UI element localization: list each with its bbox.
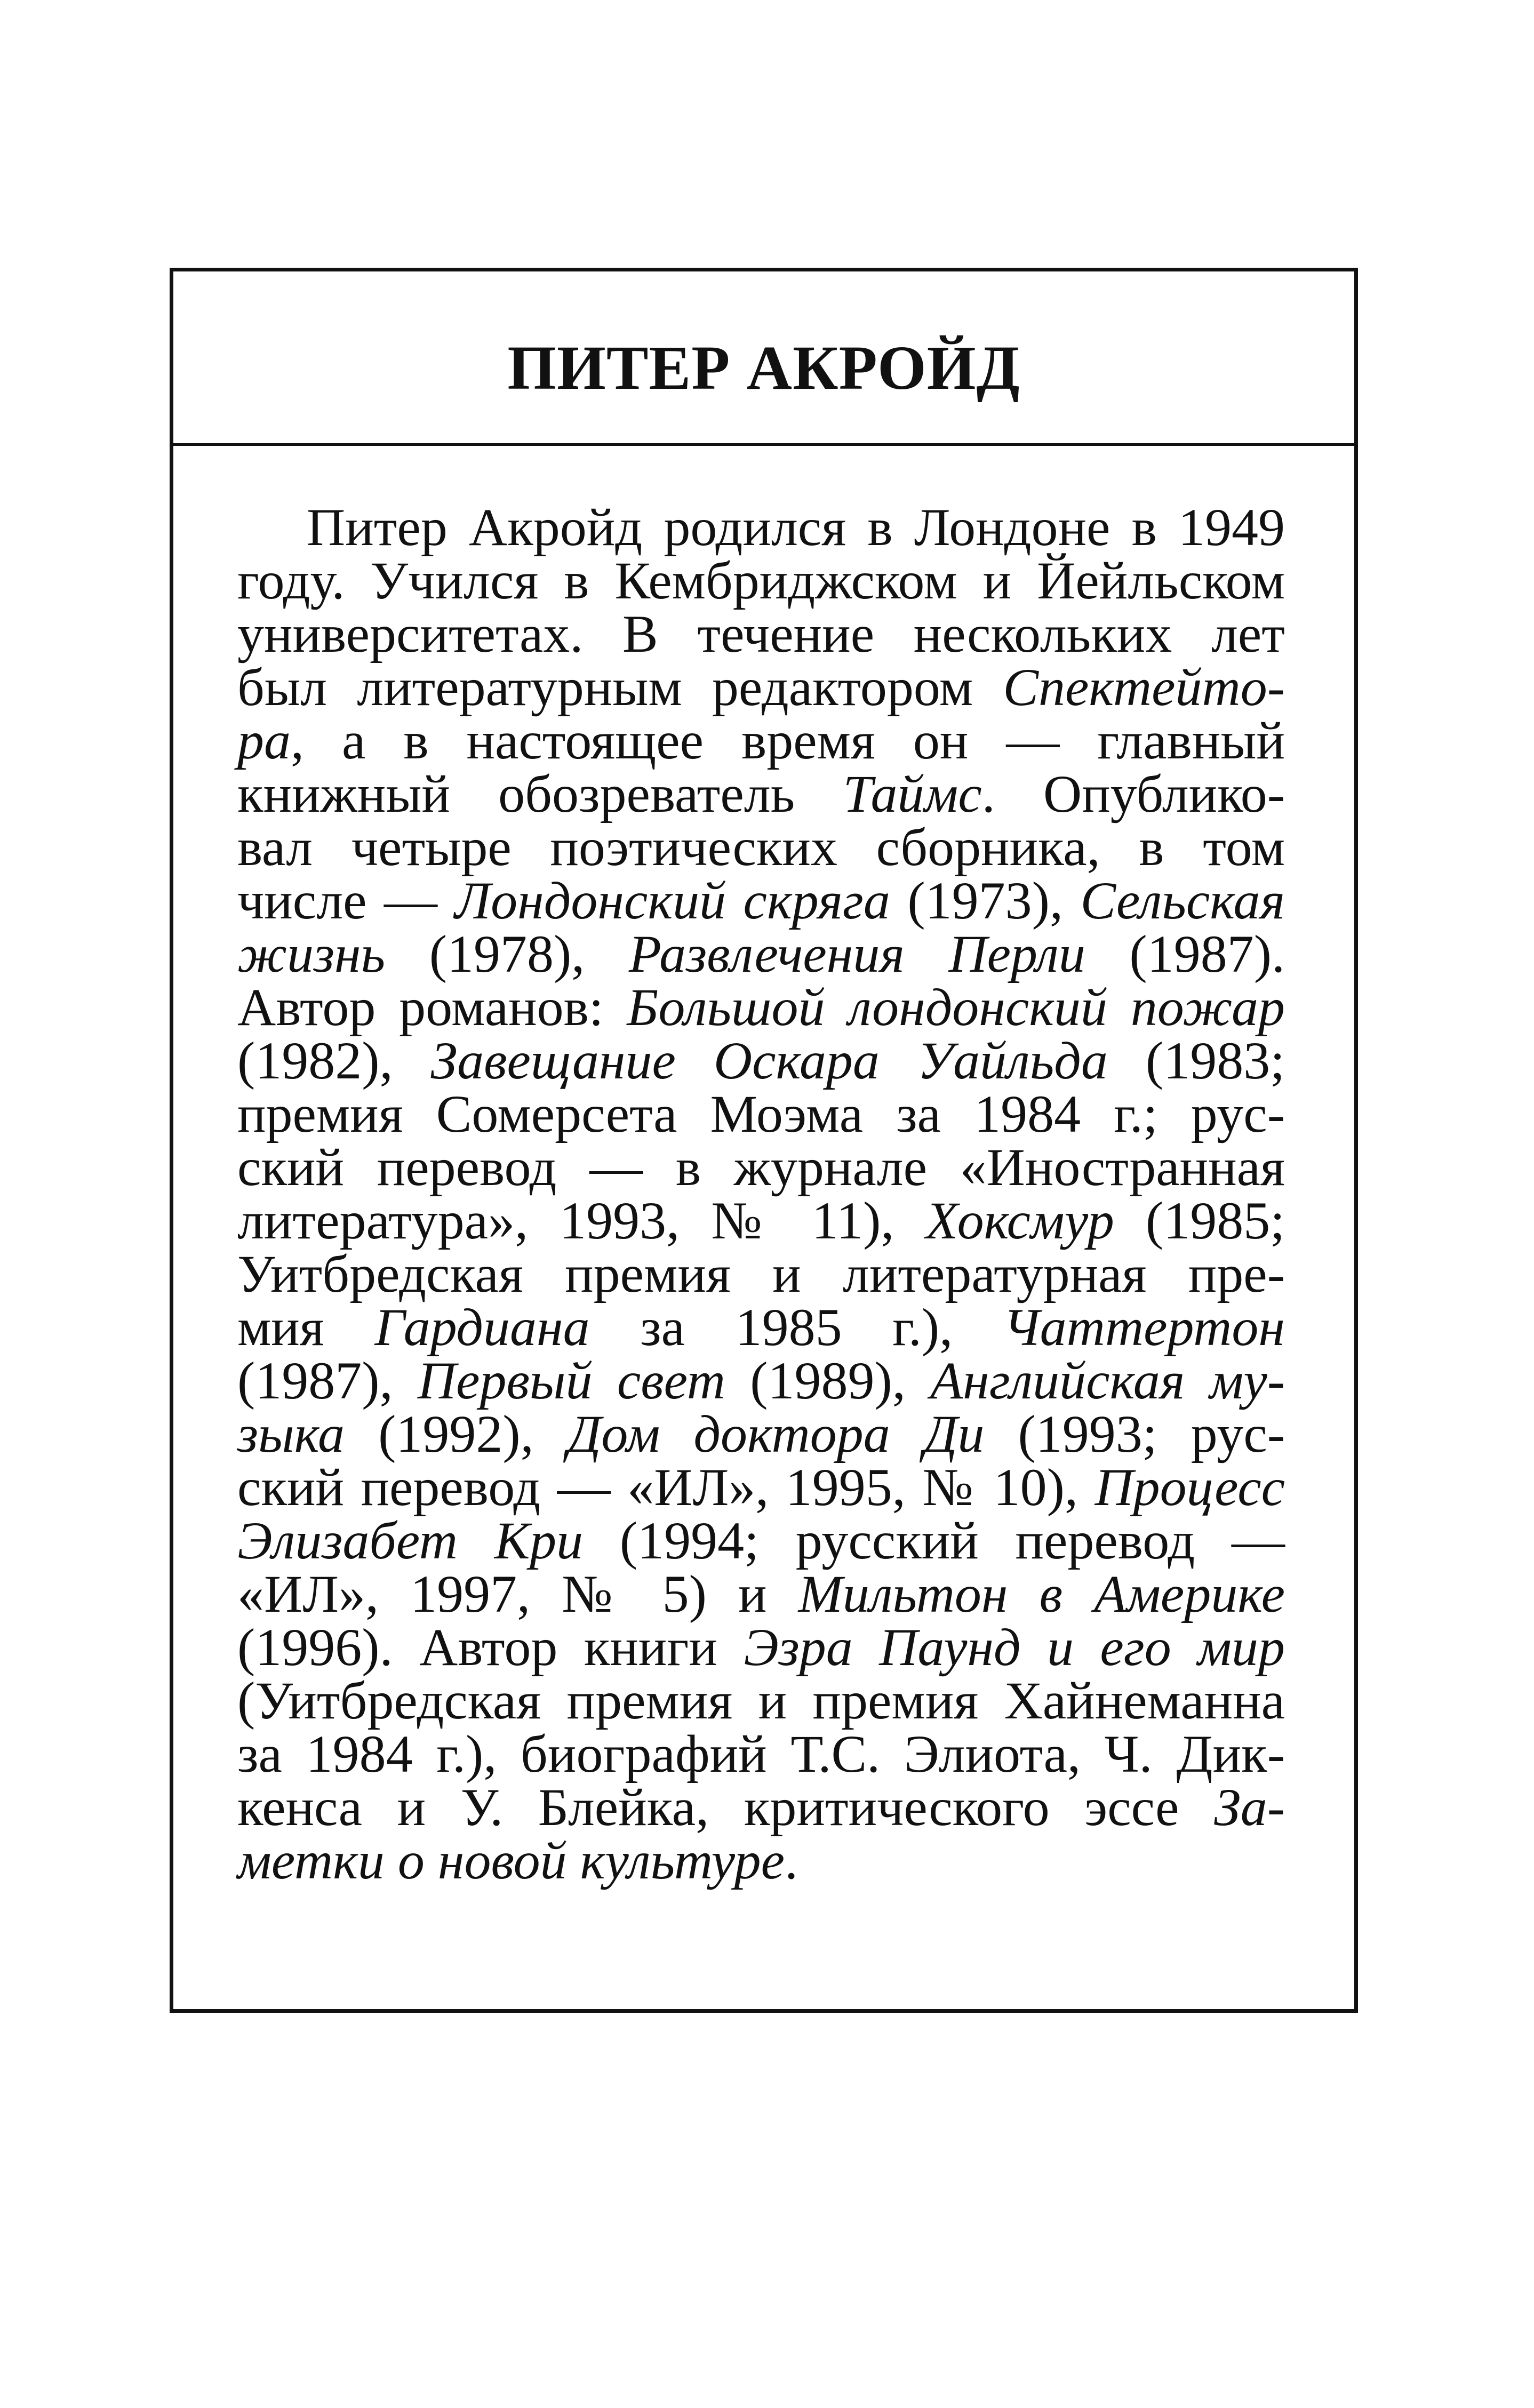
text-segment: литература», 1993, № 11), [237, 1191, 926, 1250]
text-line [237, 1724, 1285, 1783]
text-line [237, 1084, 1285, 1143]
text-line [237, 1511, 1285, 1570]
biography-text [237, 498, 1285, 1890]
italic-title: Таймс [843, 764, 982, 823]
text-line [237, 871, 1285, 930]
text-segment: (1992), [345, 1404, 568, 1463]
text-line [237, 978, 1285, 1037]
text-line [237, 1404, 1285, 1463]
text-segment: кенса и У. Блейка, критического эссе [237, 1778, 1215, 1837]
text-segment: за 1985 г.), [589, 1298, 1003, 1357]
text-segment: за 1984 г.), биографий Т.С. Элиота, Ч. Дик- [237, 1724, 1285, 1783]
text-line [237, 1031, 1285, 1090]
text-line [237, 764, 1285, 823]
text-line [237, 498, 1285, 557]
text-segment: мия [237, 1298, 375, 1357]
text-segment: (1978), [385, 924, 629, 983]
italic-title: Мильтон в Америке [798, 1564, 1285, 1623]
italic-title: Эзра Паунд и его мир [744, 1618, 1285, 1677]
text-segment: (Уитбредская премия и премия Хайнеманна [237, 1671, 1285, 1730]
text-line [237, 924, 1285, 983]
text-line [237, 1831, 1285, 1890]
text-line [237, 1298, 1285, 1357]
text-segment: . Опублико- [981, 764, 1285, 823]
text-segment: университетах. В течение нескольких лет [237, 604, 1285, 663]
text-line [237, 1778, 1285, 1837]
italic-title: Чаттертон [1003, 1298, 1285, 1357]
italic-title: Элизабет Кри [237, 1511, 584, 1570]
text-line [237, 604, 1285, 663]
text-line [237, 658, 1285, 717]
italic-title: За- [1214, 1778, 1285, 1837]
italic-title: зыка [237, 1404, 345, 1463]
text-segment: (1983; [1107, 1031, 1285, 1090]
italic-title: Завещание Оскара Уайльда [430, 1031, 1108, 1090]
text-segment: (1993; рус- [984, 1404, 1285, 1463]
text-line [237, 711, 1285, 770]
italic-title: Сельская [1080, 871, 1285, 930]
text-segment: Уитбредская премия и литературная пре- [237, 1244, 1285, 1303]
text-line [237, 1564, 1285, 1623]
text-segment: числе — [237, 871, 455, 930]
italic-title: Хоксмур [925, 1191, 1114, 1250]
italic-title: Спектейто- [1003, 658, 1285, 717]
text-segment: (1982), [237, 1031, 431, 1090]
text-segment: (1987). [1085, 924, 1285, 983]
italic-title: Дом доктора Ди [567, 1404, 985, 1463]
text-segment: Питер Акройд родился в Лондоне в 1949 [307, 498, 1285, 557]
text-segment: премия Сомерсета Моэма за 1984 г.; рус- [237, 1084, 1285, 1143]
text-line [237, 818, 1285, 877]
italic-title: Лондонский скряга [454, 871, 890, 930]
text-line [237, 1351, 1285, 1410]
text-line [237, 1458, 1285, 1517]
text-segment: был литературным редактором [237, 658, 1003, 717]
text-line [237, 1191, 1285, 1250]
text-segment: Автор романов: [237, 978, 627, 1037]
page-title: ПИТЕР АКРОЙД [507, 333, 1020, 403]
text-segment: , а в настоящее время он — главный [291, 711, 1285, 770]
italic-title: Гардиана [374, 1298, 590, 1357]
text-segment: . [785, 1831, 798, 1890]
text-segment: вал четыре поэтических сборника, в том [237, 818, 1285, 877]
text-line [237, 1138, 1285, 1197]
text-segment: «ИЛ», 1997, № 5) и [237, 1564, 798, 1623]
text-segment: (1996). Автор книги [237, 1618, 744, 1677]
text-segment: году. Учился в Кембриджском и Йейльском [237, 551, 1285, 610]
italic-title: Английская му- [930, 1351, 1285, 1410]
italic-title: Развлечения Перли [628, 924, 1085, 983]
text-segment: ский перевод — в журнале «Иностранная [237, 1138, 1285, 1197]
italic-title: ра [237, 711, 291, 770]
text-segment: (1973), [890, 871, 1081, 930]
title-box [173, 271, 1354, 446]
text-line [237, 1618, 1285, 1677]
text-segment: (1994; русский перевод — [583, 1511, 1285, 1570]
text-segment: книжный обозреватель [237, 764, 843, 823]
text-segment: ский перевод — «ИЛ», 1995, № 10), [237, 1458, 1095, 1517]
bio-box [170, 268, 1358, 2013]
italic-title: Большой лондонский пожар [627, 978, 1285, 1037]
text-segment: (1985; [1114, 1191, 1285, 1250]
italic-title: Процесс [1094, 1458, 1285, 1517]
text-line [237, 1244, 1285, 1303]
text-line [237, 1671, 1285, 1730]
italic-title: метки о новой культуре [237, 1831, 785, 1890]
italic-title: Первый свет [417, 1351, 725, 1410]
text-line [237, 551, 1285, 610]
text-segment: (1987), [237, 1351, 418, 1410]
text-segment: (1989), [725, 1351, 931, 1410]
italic-title: жизнь [237, 924, 386, 983]
